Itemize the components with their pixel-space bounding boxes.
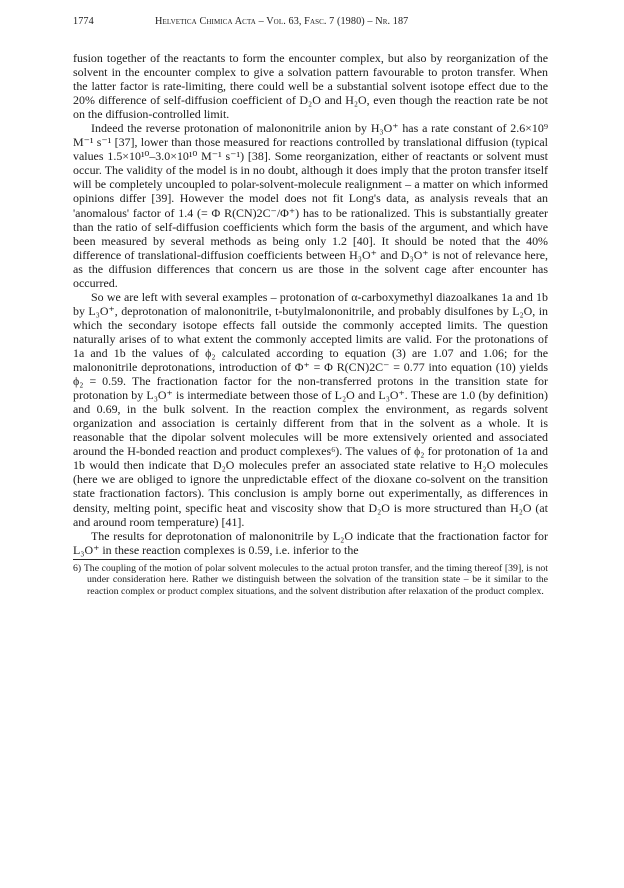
journal-title: Helvetica Chimica Acta – Vol. 63, Fasc. 7 (1980) – Nr. 187	[155, 16, 409, 27]
running-header	[73, 14, 548, 32]
paragraph: fusion together of the reactants to form the encounter complex, but also by reorganization of the solvent in the encounter complex to give a solvation pattern favourable to proton transfer. When the latter factor is rate-limiting, there could well be a substantial solvent isotope effect due to the 20% difference of self-diffusion coefficient of D₂O and H₂O, even though the reaction rate be not on the diffusion-controlled limit.	[73, 51, 548, 122]
footnote-text: The coupling of the motion of polar solvent molecules to the actual proton transfer, and the timing thereof [39], is not under consideration here. Rather we distinguish between the solvation of the transition state – be it similar to the reaction complex or product complex situations, and the solvent distribution after relaxation of the product complex.	[83, 562, 548, 598]
paragraph: The results for deprotonation of malononitrile by L₂O indicate that the fractionation factor for L₃O⁺ in these reaction complexes is 0.59, i.e. inferior to the	[73, 528, 548, 557]
document-page	[73, 14, 548, 598]
footnote	[73, 563, 548, 598]
footnote-marker: 6)	[73, 562, 82, 574]
page-number: 1774	[73, 16, 94, 27]
paragraph: So we are left with several examples – protonation of α-carboxymethyl diazoalkanes 1a and 1b by L₃O⁺, deprotonation of malononitrile, t-butylmalononitrile, and probably disulfones by L₂O, in which the secondary isotope effects fall outside the commonly accepted limits. The question naturally arises of to what extent the commonly accepted limits are valid. For the protonations of 1a and 1b the values of ϕ₂ calculated according to equation (3) are 1.07 and 1.06; for the malononitrile deprotonations, introduction of Φ⁺ = Φ R(CN)2C⁻ = 0.77 into equation (10) yields ϕ₂ = 0.59. The fractionation factor for the non-transferred protons in the transition state for protonation by L₃O⁺ is intermediate between those of L₂O and L₃O⁺. These are 1.0 (by definition) and 0.69, in the bulk solvent. In the reaction complex the environment, as regards solvent organization and association is certainly different from that in the solvent as a whole. It is reasonable that the dipolar solvent molecules will be more extensively oriented and associated around the H-bonded reaction and product complexes⁶). The values of ϕ₂ for protonation of 1a and 1b would then indicate that D₂O molecules prefer an associated state relative to H₂O molecules (here we are obliged to ignore the unpredictable effect of the dioxane co-solvent on the transition state fractionation factors). This conclusion is amply borne out experimentally, as differences in density, melting point, specific heat and viscosity show that D₂O is more structured than H₂O (at and around room temperature) [41].	[73, 289, 548, 529]
paragraph: Indeed the reverse protonation of malononitrile anion by H₃O⁺ has a rate constant of 2.6×10⁹ M⁻¹ s⁻¹ [37], lower than those measured for reactions controlled by translational diffusion (typical values 1.5×10¹⁰–3.0×10¹⁰ M⁻¹ s⁻¹) [38]. Some reorganization, either of reactants or solvent must occur. The validity of the model is in no doubt, although it does imply that the proton transfer itself will be completely uncoupled to polar-solvent-molecule realignment – a matter on which informed opinions differ [39]. However the model does not fit Long's data, as analysis reveals that an 'anomalous' factor of 1.4 (= Φ R(CN)2C⁻/Φ⁺) has to be rationalized. This is substantially greater than the ratio of self-diffusion coefficients which form the basis of the argument, and which have been measured by several methods as being only 1.2 [40]. It should be noted that the 40% difference of translational-diffusion coefficients between H₃O⁺ and D₃O⁺ is not of relevance here, as the diffusion differences that concern us are those in the solvent cage after encounter has occurred.	[73, 121, 548, 290]
footnote-divider	[73, 559, 177, 560]
body-text	[73, 51, 548, 557]
